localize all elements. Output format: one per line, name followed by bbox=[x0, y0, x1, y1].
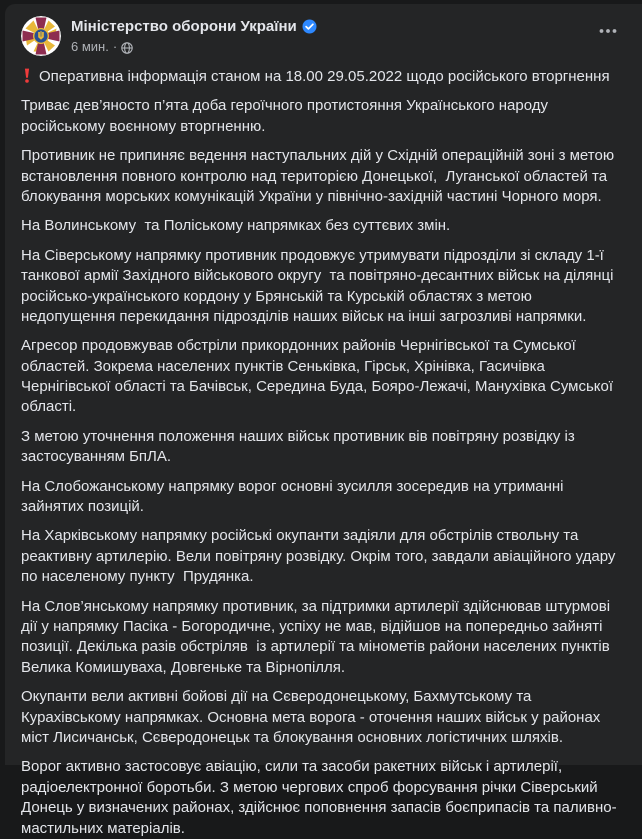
post-paragraph: Противник не припиняє ведення наступальних дій у Східній операційній зоні з метою встановлення повного контролю над територією Донецької, Луганської областей та блокування морських комунікацій України у північно-західній частині Чорного моря. bbox=[21, 147, 619, 205]
post-header bbox=[21, 16, 626, 56]
post-paragraph: На Харківському напрямку російські окупанти задіяли для обстрілів ствольну та реактивну артилерію. Вели повітряну розвідку. Окрім того, завдали авіаційного удару по населеному пункту Прудянка. bbox=[21, 527, 620, 586]
more-options-button[interactable] bbox=[590, 14, 626, 50]
post-meta bbox=[71, 39, 590, 55]
post-paragraph: На Слов’янському напрямку противник, за підтримки артилерії здійснював штурмові дії у напрямку Пасіка - Богородичне, успіху не мав, відійшов на попередньо зайняті позиції. Декілька разів обстріляв із артилерії та мінометів райони населених пунктів Велика Комишуваха, Довгеньке та Вірнопілля. bbox=[21, 597, 615, 676]
page-name-link[interactable]: Міністерство оборони України bbox=[71, 18, 297, 35]
header-text bbox=[71, 16, 590, 55]
verified-badge-icon bbox=[302, 19, 317, 34]
post-body bbox=[21, 67, 626, 839]
timestamp-link[interactable]: 6 мин. bbox=[71, 39, 109, 54]
meta-separator: · bbox=[112, 39, 118, 54]
ellipsis-icon bbox=[598, 21, 618, 44]
post-paragraph: Ворог активно застосовує авіацію, сили та засоби ракетних військ і артилерії, радіоелектронної боротьби. З метою чергових спроб форсування річки Сіверський Донець у визначених районах, здійснює поповнення запасів боєприпасів та паливно-мастильних матеріалів. bbox=[21, 758, 617, 837]
post-paragraph: З метою уточнення положення наших військ противник вів повітряну розвідку із застосуванням БпЛА. bbox=[21, 427, 579, 466]
globe-icon bbox=[121, 42, 133, 54]
post-headline bbox=[21, 67, 626, 87]
name-row bbox=[71, 17, 590, 36]
post-card bbox=[5, 4, 642, 837]
post-paragraph: На Волинському та Поліському напрямках без суттєвих змін. bbox=[21, 217, 451, 235]
mod-ukraine-emblem-icon bbox=[21, 43, 61, 56]
post-paragraph: Агресор продовжував обстріли прикордонних районів Чернігівської та Сумської областей. Зокрема населених пунктів Сеньківка, Гірськ, Хрінівка, Гасичівка Чернігівської області та Бачівськ, Середина Буда, Бояро-Лежачі, Манухівка Сумської області. bbox=[21, 337, 618, 416]
post-paragraph: На Сіверському напрямку противник продовжує утримувати підрозділи зі складу 1-ї танкової армії Західного військового округу та повітряно-десантних військ на ділянці російсько-українського кордону у Брянській та Курській областях з метою недопущення перекидання підрозділів наших військ на інші загрозливі напрямки. bbox=[21, 246, 618, 325]
post-paragraph: На Слобожанському напрямку ворог основні зусилля зосередив на утриманні зайнятих позицій. bbox=[21, 477, 568, 516]
red-exclamation-icon bbox=[21, 68, 33, 83]
page-avatar[interactable] bbox=[21, 16, 61, 56]
post-headline-text: Оперативна інформація станом на 18.00 29.05.2022 щодо російського вторгнення bbox=[39, 68, 610, 85]
post-paragraph: Триває дев’яносто п’ята доба героїчного протистояння Українського народу російському воєнному вторгненню. bbox=[21, 97, 553, 135]
post-paragraph: Окупанти вели активні бойові дії на Сєверодонецькому, Бахмутському та Курахівському напрямках. Основна мета ворога - оточення наших військ у районах міст Лисичанськ, Сєверодонецьк та блокування основних логістичних шляхів. bbox=[21, 688, 605, 746]
